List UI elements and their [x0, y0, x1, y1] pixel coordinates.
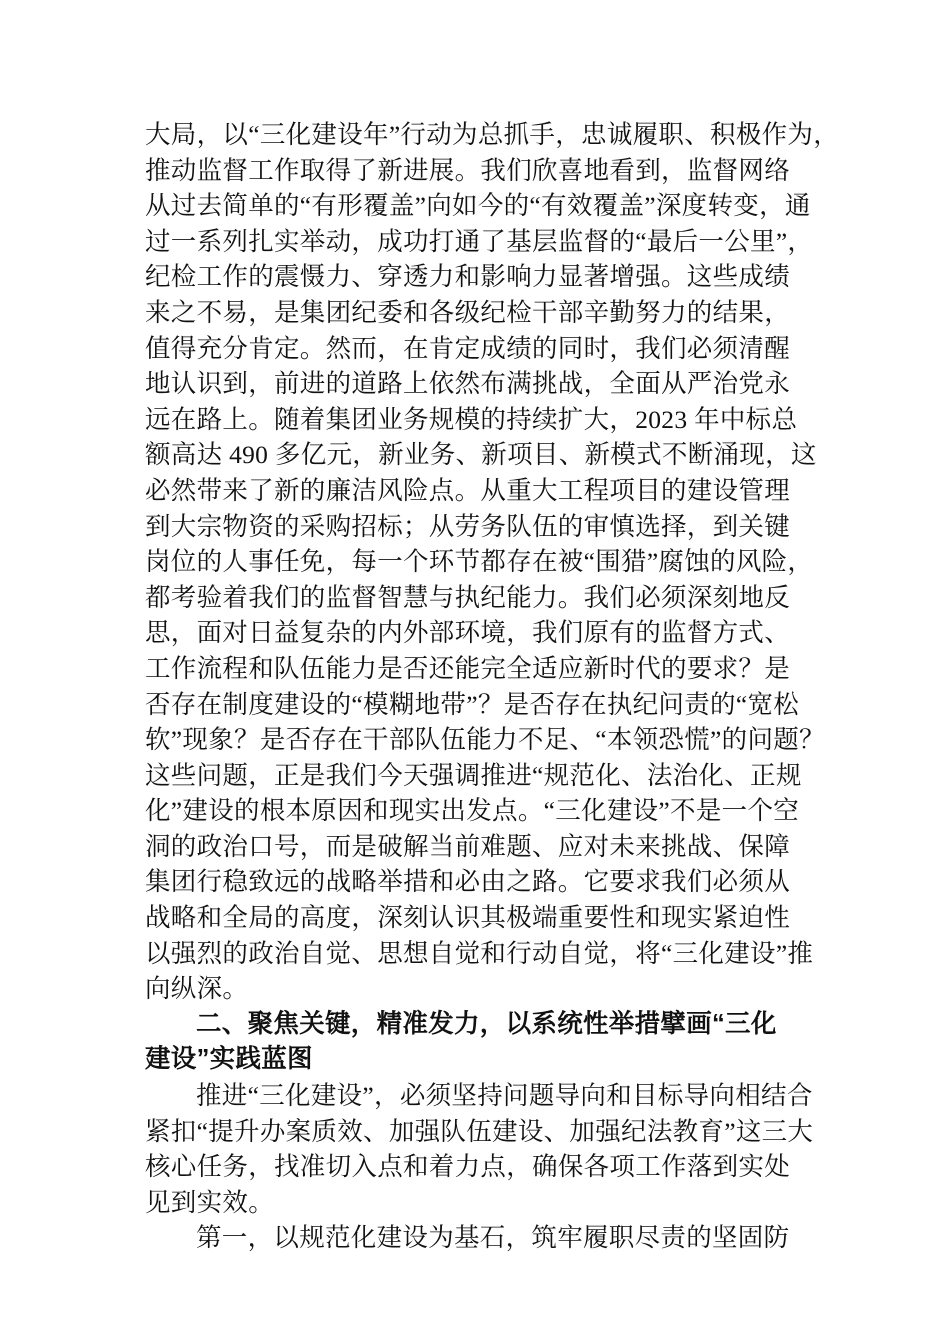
- text-line: 必然带来了新的廉洁风险点。从重大工程项目的建设管理: [145, 475, 791, 505]
- text-line: 远在路上。随着集团业务规模的持续扩大，2023 年中标总: [145, 404, 798, 434]
- text-line: 思，面对日益复杂的内外部环境，我们原有的监督方式、: [145, 618, 791, 648]
- text-line: 洞的政治口号，而是破解当前难题、应对未来挑战、保障: [145, 831, 791, 861]
- text-line: 纪检工作的震慑力、穿透力和影响力显著增强。这些成绩: [145, 262, 791, 292]
- text-line: 二、聚焦关键，精准发力，以系统性举措擘画“三化: [196, 1009, 777, 1038]
- text-line: 这些问题，正是我们今天强调推进“规范化、法治化、正规: [145, 760, 802, 790]
- text-line: 核心任务，找准切入点和着力点，确保各项工作落到实处: [145, 1152, 791, 1182]
- text-line: 大局，以“三化建设年”行动为总抓手，忠诚履职、积极作为，: [145, 120, 840, 149]
- text-line: 工作流程和队伍能力是否还能完全适应新时代的要求？是: [145, 653, 791, 683]
- text-line: 推进“三化建设”，必须坚持问题导向和目标导向相结合: [196, 1081, 813, 1111]
- section-heading: [145, 1007, 835, 1078]
- paragraph: [145, 117, 840, 1007]
- text-line: 岗位的人事任免，每一个环节都存在被“围猎”腐蚀的风险，: [145, 547, 814, 577]
- paragraph: [145, 1078, 835, 1220]
- text-line: 见到实效。: [145, 1187, 275, 1217]
- text-line: 都考验着我们的监督智慧与执纪能力。我们必须深刻地反: [145, 582, 791, 612]
- text-line: 软”现象？是否存在干部队伍能力不足、“本领恐慌”的问题？: [145, 725, 825, 755]
- text-line: 来之不易，是集团纪委和各级纪检干部辛勤努力的结果，: [145, 297, 791, 327]
- paragraph: [145, 1220, 835, 1256]
- document-page: [145, 117, 840, 1256]
- text-line: 值得充分肯定。然而，在肯定成绩的同时，我们必须清醒: [145, 333, 791, 363]
- text-line: 集团行稳致远的战略举措和必由之路。它要求我们必须从: [145, 867, 791, 897]
- text-line: 紧扣“提升办案质效、加强队伍建设、加强纪法教育”这三大: [145, 1116, 814, 1146]
- text-line: 过一系列扎实举动，成功打通了基层监督的“最后一公里”，: [145, 226, 814, 256]
- text-line: 建设”实践蓝图: [145, 1045, 313, 1074]
- text-line: 从过去简单的“有形覆盖”向如今的“有效覆盖”深度转变，通: [145, 191, 811, 221]
- text-line: 以强烈的政治自觉、思想自觉和行动自觉，将“三化建设”推: [145, 938, 814, 968]
- text-line: 额高达 490 多亿元，新业务、新项目、新模式不断涌现，这: [145, 440, 817, 470]
- text-line: 向纵深。: [145, 974, 249, 1004]
- text-line: 地认识到，前进的道路上依然布满挑战，全面从严治党永: [145, 369, 791, 399]
- text-line: 否存在制度建设的“模糊地带”？是否存在执纪问责的“宽松: [145, 689, 800, 719]
- text-line: 化”建设的根本原因和现实出发点。“三化建设”不是一个空: [145, 796, 800, 826]
- text-line: 到大宗物资的采购招标；从劳务队伍的审慎选择，到关键: [145, 511, 791, 541]
- text-line: 推动监督工作取得了新进展。我们欣喜地看到，监督网络: [145, 155, 791, 185]
- text-line: 战略和全局的高度，深刻认识其极端重要性和现实紧迫性: [145, 903, 791, 933]
- text-line: 第一，以规范化建设为基石，筑牢履职尽责的坚固防: [196, 1223, 790, 1253]
